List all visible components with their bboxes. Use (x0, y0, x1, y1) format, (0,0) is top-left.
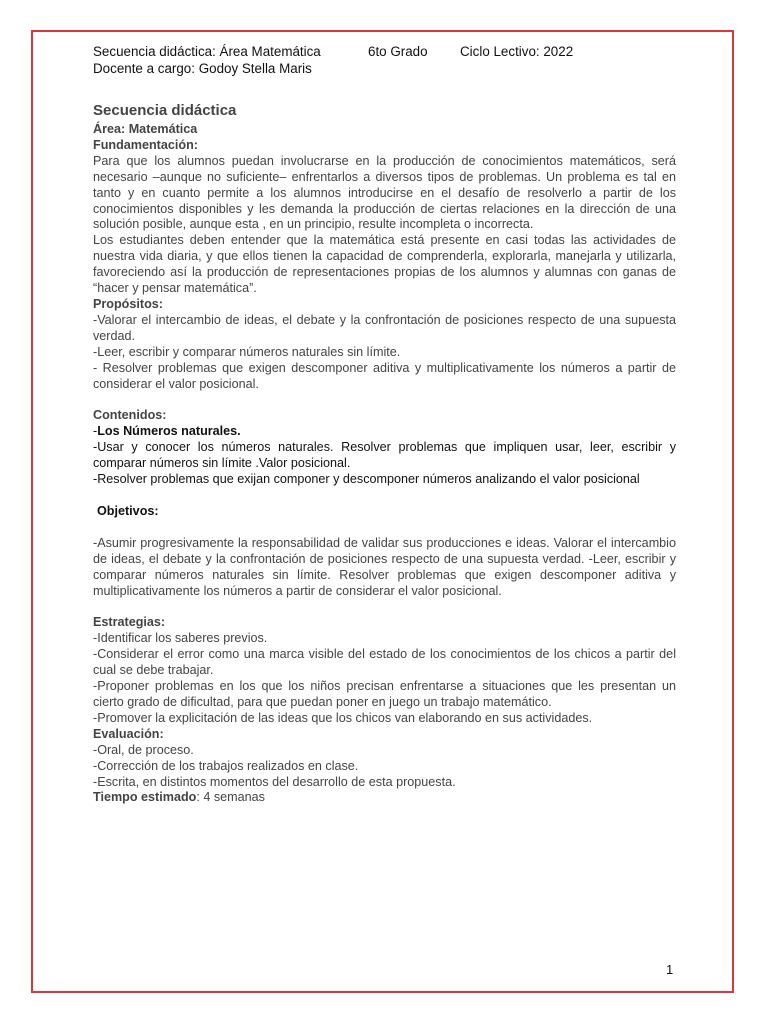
header-teacher: Docente a cargo: Godoy Stella Maris (93, 61, 312, 76)
estrategias-item: -Identificar los saberes previos. (93, 631, 268, 646)
tiempo-line (93, 790, 676, 806)
contenidos-item: -Resolver problemas que exijan componer y descomponer números analizando el valor posicional (93, 472, 640, 487)
document-header (93, 43, 676, 77)
page-number: 1 (666, 962, 674, 977)
header-subject: Secuencia didáctica: Área Matemática (93, 44, 321, 59)
estrategias-heading: Estrategias: (93, 615, 166, 630)
propositos-item: -Valorar el intercambio de ideas, el debate y la confrontación de posiciones respecto de una supuesta verdad. (93, 312, 676, 343)
contenidos-subtitle: Los Números naturales. (97, 424, 241, 439)
evaluacion-item: -Oral, de proceso. (93, 742, 194, 757)
document-title: Secuencia didáctica (93, 102, 237, 119)
estrategias-item: -Proponer problemas en los que los niños precisan enfrentarse a situaciones que les presentan un cierto grado de dificultad, para que puedan poner en juego un trabajo matemático. (93, 679, 676, 709)
propositos-item: -Leer, escribir y comparar números naturales sin límite. (93, 344, 401, 359)
objetivos-text: -Asumir progresivamente la responsabilidad de validar sus producciones e ideas. Valorar el intercambio de ideas, el debate y la confrontación de posiciones respecto de una supuesta verdad. -Leer, escribir y comparar números naturales sin límite. Resolver problemas que exigen descomponer aditiva y multiplicativamente los números a partir de considerar el valor posicional. (93, 535, 676, 598)
estrategias-item: -Considerar el error como una marca visible del estado de los conocimientos de los chicos a partir del cual se debe trabajar. (93, 647, 676, 678)
evaluacion-item: -Escrita, en distintos momentos del desarrollo de esta propuesta. (93, 774, 456, 789)
fundamentacion-paragraph-1: Para que los alumnos puedan involucrarse en la producción de conocimientos matemáticos, será necesario –aunque no suficiente– enfrentarlos a diversos tipos de problemas. Un problema es tal en tanto y en cuanto permite a los alumnos introducirse en el desafío de resolverlo a partir de los conocimientos disponibles y les demanda la producción de ciertas relaciones en la dirección de una solución posible, aunque esta , en un principio, resulte incompleta o incorrecta. (93, 153, 676, 232)
header-line-1 (93, 43, 676, 60)
fundamentacion-paragraph-2: Los estudiantes deben entender que la matemática está presente en casi todas las actividades de nuestra vida diaria, y que ellos tienen la capacidad de comprenderla, explorarla, manejarla y utilizarla, favoreciendo así la producción de representaciones propias de los alumnos y alumnas con ganas de “hacer y pensar matemática”. (93, 233, 676, 296)
area-heading: Área: Matemática (93, 122, 198, 136)
tiempo-label: Tiempo estimado (93, 790, 197, 805)
document-body (93, 101, 676, 806)
header-grade: 6to Grado (368, 44, 428, 59)
fundamentacion-heading: Fundamentación: (93, 137, 198, 152)
contenidos-dash: - (93, 424, 98, 439)
contenidos-heading: Contenidos: (93, 408, 167, 423)
header-year: Ciclo Lectivo: 2022 (460, 44, 574, 59)
propositos-heading: Propósitos: (93, 296, 163, 311)
evaluacion-item: -Corrección de los trabajos realizados en clase. (93, 758, 359, 773)
tiempo-value: : 4 semanas (196, 790, 265, 805)
objetivos-heading: Objetivos: (97, 503, 159, 518)
evaluacion-heading: Evaluación: (93, 726, 164, 741)
propositos-item: - Resolver problemas que exigen descomponer aditiva y multiplicativamente los números a partir de considerar el valor posicional. (93, 360, 676, 391)
contenidos-subtitle-line (93, 424, 676, 440)
estrategias-item: -Promover la explicitación de las ideas que los chicos van elaborando en sus actividades. (93, 710, 593, 725)
contenidos-item: -Usar y conocer los números naturales. Resolver problemas que impliquen usar, leer, escribir y comparar números sin límite .Valor posicional. (93, 440, 676, 471)
